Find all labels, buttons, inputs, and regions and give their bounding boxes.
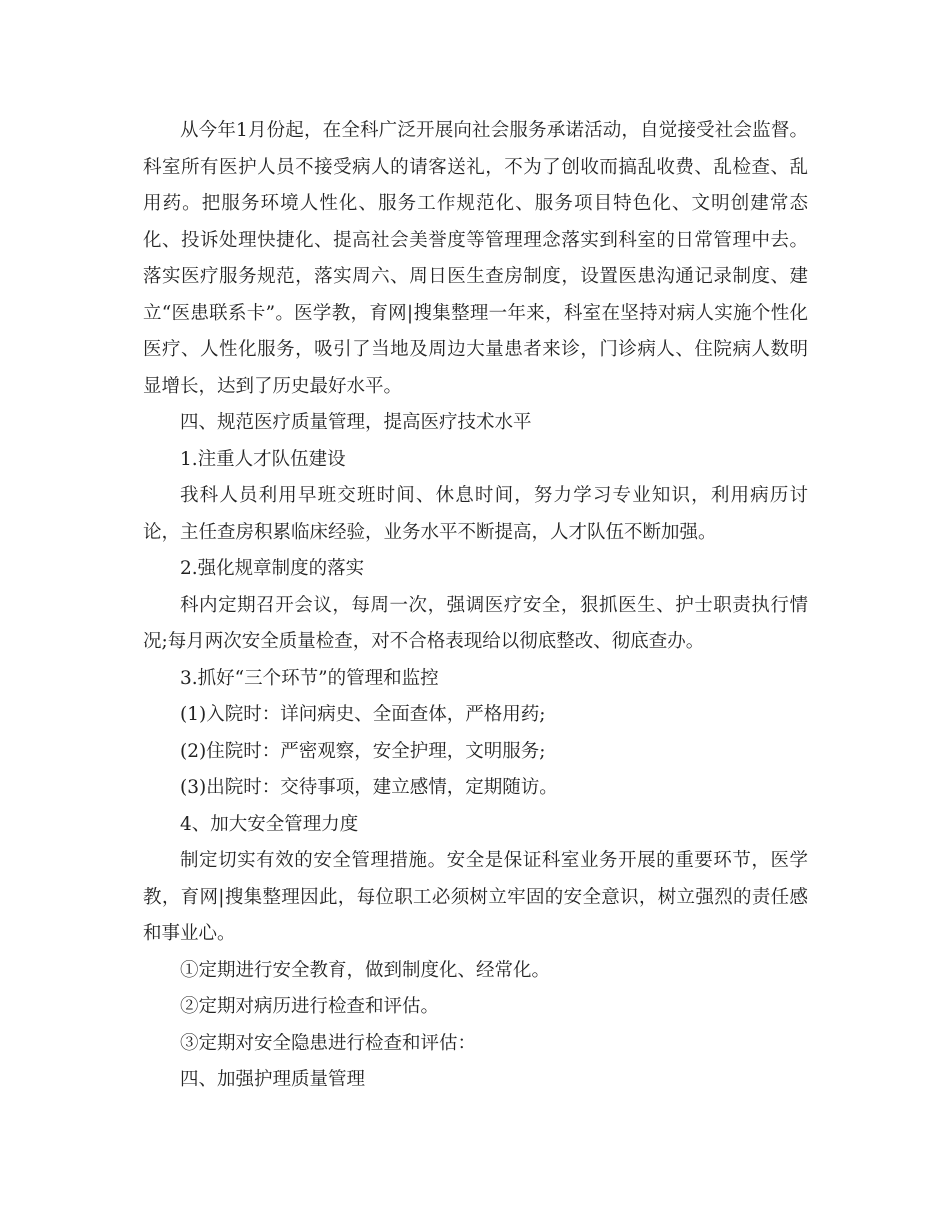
paragraph-safety-management: 制定切实有效的安全管理措施。安全是保证科室业务开展的重要环节，医学教，育网|搜集整理因此，每位职工必须树立牢固的安全意识，树立强烈的责任感和事业心。 [143,850,808,944]
list-item-safety-education: ①定期进行安全教育，做到制度化、经常化。 [180,959,551,981]
paragraph-service-commitment: 从今年1月份起，在全科广泛开展向社会服务承诺活动，自觉接受社会监督。科室所有医护人员不接受病人的请客送礼，不为了创收而搞乱收费、乱检查、乱用药。把服务环境人性化、服务工作规范化、服务项目特色化、文明创建常态化、投诉处理快捷化、提高社会美誉度等管理理念落实到科室的日常管理中去。落实医疗服务规范，落实周六、周日医生查房制度，设置医患沟通记录制度、建立“医患联系卡”。医学教，育网|搜集整理一年来，科室在坚持对病人实施个性化医疗、人性化服务，吸引了当地及周边大量患者来诊，门诊病人、住院病人数明显增长，达到了历史最好水平。 [143,120,808,397]
section-heading-medical-quality: 四、规范医疗质量管理，提高医疗技术水平 [180,412,532,433]
list-item-record-review: ②定期对病历进行检查和评估。 [180,996,440,1017]
list-item-hospitalization: (2)住院时：严密观察，安全护理，文明服务; [180,740,546,762]
subheading-safety-management: 4、加大安全管理力度 [180,813,359,835]
paragraph-talent-team: 我科人员利用早班交班时间、休息时间，努力学习专业知识，利用病历讨论，主任查房积累临床经验，业务水平不断提高，人才队伍不断加强。 [143,485,808,543]
paragraph-rules-implementation: 科内定期召开会议，每周一次，强调医疗安全，狠抓医生、护士职责执行情况;每月两次安全质量检查，对不合格表现给以彻底整改、彻底查办。 [143,594,808,652]
subheading-talent-team: 1.注重人才队伍建设 [180,448,346,470]
list-item-admission: (1)入院时：详问病史、全面查体，严格用药; [180,704,546,725]
section-heading-nursing-quality: 四、加强护理质量管理 [180,1069,366,1090]
document-body [143,113,808,1099]
list-item-hazard-review: ③定期对安全隐患进行检查和评估： [180,1032,477,1054]
list-item-discharge: (3)出院时：交待事项，建立感情，定期随访。 [180,777,558,798]
subheading-three-links: 3.抓好“三个环节”的管理和监控 [180,667,439,689]
subheading-rules-implementation: 2.强化规章制度的落实 [180,558,365,579]
